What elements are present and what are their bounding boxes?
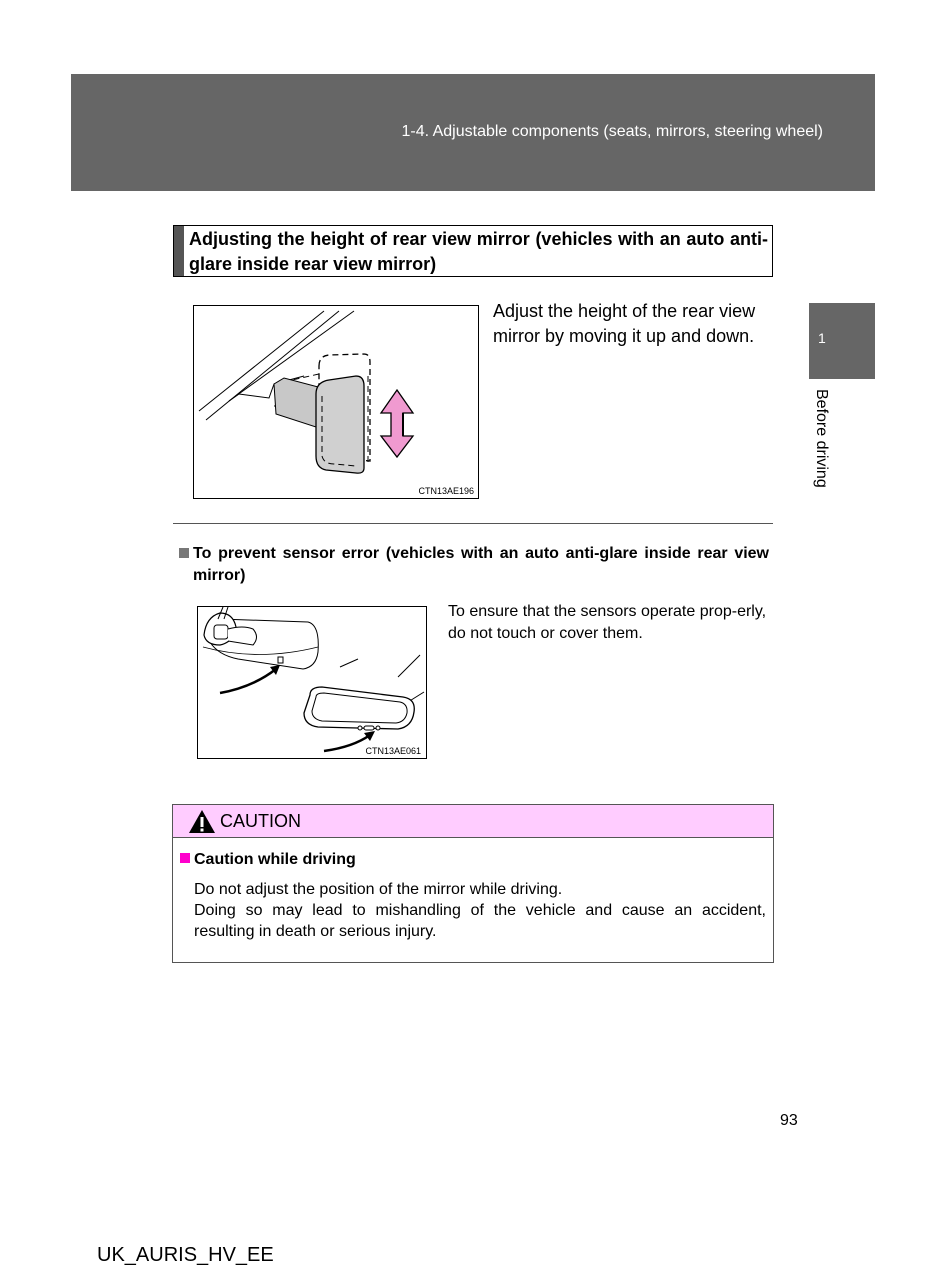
caution-box	[172, 804, 774, 963]
page-number: 93	[780, 1112, 798, 1129]
chapter-title: 1-4. Adjustable components (seats, mirrors, steering wheel)	[401, 123, 823, 140]
caution-line-1: Do not adjust the position of the mirror while driving.	[194, 881, 563, 898]
caution-subheading	[180, 851, 356, 869]
sensor-instruction: To ensure that the sensors operate prop-erly, do not touch or cover them.	[448, 603, 767, 642]
mirror-sensor-drawing	[198, 607, 426, 758]
caution-subheading-text: Caution while driving	[194, 851, 356, 868]
document-code: UK_AURIS_HV_EE	[97, 1244, 274, 1266]
caution-header	[173, 805, 773, 838]
mirror-height-instruction: Adjust the height of the rear view mirror by moving it up and down.	[493, 301, 756, 346]
sensor-subheading	[179, 543, 769, 587]
mirror-height-illustration	[193, 305, 479, 499]
warning-triangle-icon	[188, 809, 216, 834]
mirror-height-drawing	[194, 306, 478, 498]
section-divider	[173, 523, 773, 524]
section-heading-text: Adjusting the height of rear view mirror (vehicles with an auto anti-glare inside rear view mirror)	[189, 229, 768, 274]
square-bullet-icon	[180, 853, 190, 863]
heading-bar	[174, 226, 184, 276]
mirror-sensor-illustration	[197, 606, 427, 759]
header-band	[71, 74, 875, 191]
sensor-subheading-text: To prevent sensor error (vehicles with an auto anti-glare inside rear view mirror)	[193, 545, 769, 584]
caution-label: CAUTION	[220, 811, 301, 831]
chapter-number: 1	[818, 330, 826, 346]
chapter-tab	[809, 303, 875, 379]
figure-code: CTN13AE196	[418, 486, 474, 496]
caution-line-2: Doing so may lead to mishandling of the vehicle and cause an accident, resulting in death or serious injury.	[194, 902, 766, 940]
caution-body	[194, 879, 766, 942]
figure-code: CTN13AE061	[365, 746, 421, 756]
chapter-tab-label: Before driving	[813, 389, 830, 488]
section-heading	[173, 225, 773, 277]
square-bullet-icon	[179, 548, 189, 558]
